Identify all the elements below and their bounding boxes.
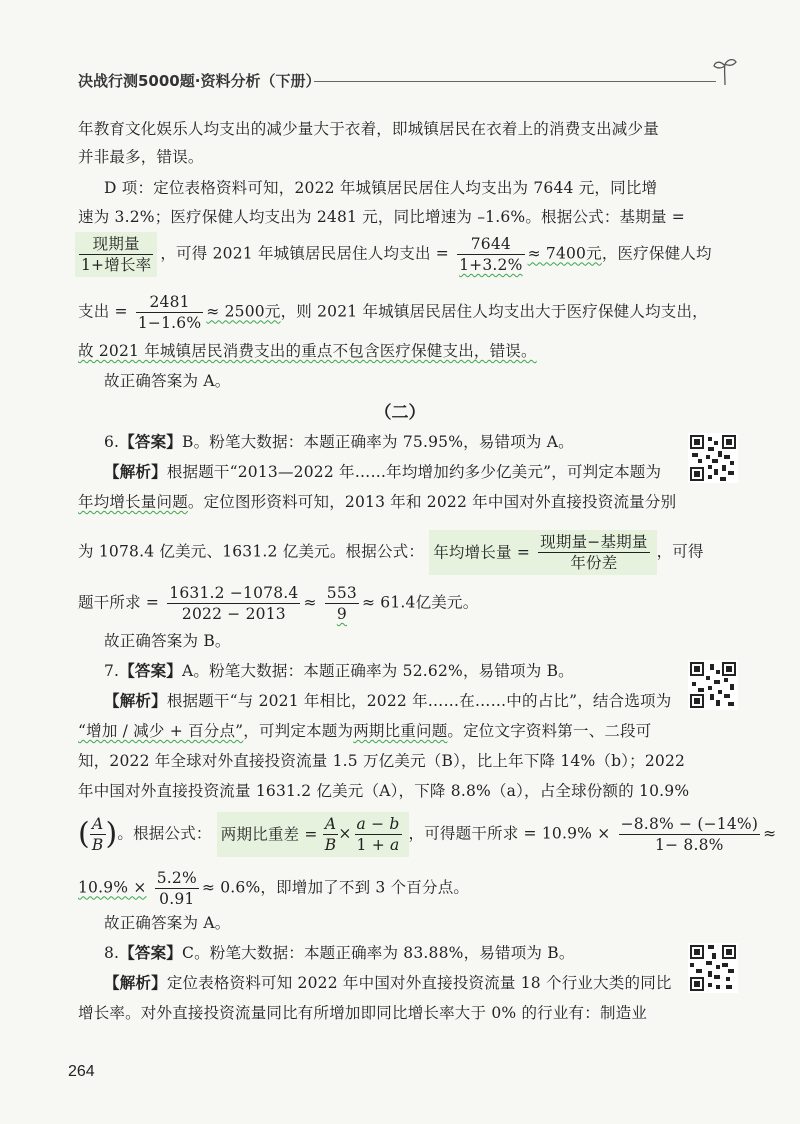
fraction: [538, 532, 649, 573]
answer-line: [104, 942, 575, 964]
fraction: [167, 583, 300, 624]
text-segment: ，医疗保健人均: [601, 244, 712, 263]
fraction-denominator: 2022 − 2013: [181, 605, 286, 623]
text-segment: ，可判定本题为: [243, 722, 354, 740]
text-line: [78, 720, 652, 742]
text-segment: 根据题干“与 2021 年相比，2022 年……在……中的占比”，结合选项为: [166, 692, 672, 710]
result-value: ≈ 7400元: [527, 244, 602, 263]
formula-line: [78, 232, 712, 277]
text-segment: 年均增长量问题: [78, 493, 188, 511]
formula-lhs: 两期比重差 =: [220, 825, 318, 844]
page-number: 264: [68, 1063, 95, 1080]
answer-line: 故正确答案为 A。: [104, 914, 231, 932]
fraction-numerator: 1631.2 −1078.4: [169, 584, 299, 602]
answer-line: 故正确答案为 B。: [104, 632, 231, 650]
fraction-numerator: −8.8% − (−14%): [620, 815, 759, 833]
answer-line: 故正确答案为 A。: [104, 372, 231, 390]
fraction: [325, 583, 359, 624]
fraction-numerator: 现期量−基期量: [540, 533, 648, 551]
answer-line: [104, 431, 574, 453]
fraction-denominator: 1− 8.8%: [655, 836, 724, 854]
fraction-denominator: 0.91: [159, 890, 195, 908]
analysis-line: [104, 690, 671, 712]
text-line: [78, 491, 676, 513]
formula-line: 题干所求 = $\frac{1631.2 -1078.4}{2022 - 2013}$ ≈ $\frac{553}{9}$ ≈ 61.4亿美元。: [78, 584, 479, 623]
answer-tag: 【答案】: [119, 943, 183, 962]
text-line: 年教育文化娱乐人均支出的减少量大于衣着，即城镇居民在衣着上的消费支出减少量: [78, 120, 659, 138]
text-segment: ，则 2021 年城镇居民居住人均支出大于医疗保健人均支出，: [280, 302, 708, 321]
fraction: $\frac{A}{B}$: [91, 815, 104, 854]
text-line: 增长率。对外直接投资流量同比有所增加即同比增长率大于 0% 的行业有：制造业: [78, 1004, 648, 1022]
text-segment: 。定位图形资料可知，2013 年和 2022 年中国对外直接投资流量分别: [187, 493, 677, 511]
text-line: [78, 340, 537, 362]
fraction: [136, 292, 203, 333]
formula-line: [78, 868, 469, 909]
text-segment: ，可得题干所求 = 10.9% ×: [408, 824, 611, 843]
qr-code-icon: [688, 660, 738, 710]
book-title: 决战行测5000题·资料分析（下册）: [78, 72, 321, 90]
leaf-icon: [712, 56, 738, 86]
qr-code[interactable]: [688, 660, 738, 710]
text-segment: 支出 =: [78, 302, 128, 321]
analysis-line: [104, 461, 661, 483]
fraction: [75, 232, 157, 277]
text-segment: ≈ 0.6%，即增加了不到 3 个百分点。: [201, 878, 470, 897]
fraction: [619, 814, 761, 855]
qr-code-icon: [688, 943, 738, 993]
text-segment: “增加 / 减少 + 百分点”: [78, 722, 244, 740]
fraction-denominator: 1−1.6%: [137, 314, 202, 332]
question-number: 7.: [104, 662, 120, 680]
text-segment: 题干所求 =: [78, 593, 160, 612]
formula-highlight: [429, 530, 656, 575]
text-line: 速为 3.2%；医疗保健人均支出为 2481 元，同比增速为 –1.6%。根据公式：基期量 =: [78, 208, 685, 226]
fraction-numerator: 553: [326, 584, 357, 602]
text-segment: ，可得 2021 年城镇居民居住人均支出 =: [160, 244, 449, 263]
text-line: 知，2022 年全球对外直接投资流量 1.5 万亿美元（B），比上年下降 14%（b）；2022: [78, 752, 686, 770]
fraction-denominator: 1+增长率: [81, 256, 152, 274]
running-header: [78, 70, 738, 94]
formula-line: ( $\frac{A}{B}$ )。根据公式： 两期比重差 = $\frac{A}{B}$ × $\frac{a - b}{1 + a}$ ，可得题干所求 = 10.9% × $\frac{-8.8\% - (-14\%)}{1- 8.8\%}$ ≈: [78, 812, 776, 857]
answer-tag: 【答案】: [119, 661, 183, 680]
result-value: ≈ 2500元: [206, 302, 281, 321]
section-heading: （二）: [374, 403, 426, 423]
text-line: 年中国对外直接投资流量 1631.2 亿美元（A），下降 8.8%（a），占全球份额的 10.9%: [78, 782, 690, 800]
formula-line: [78, 530, 704, 575]
fraction-denominator: 1+3.2%: [459, 256, 523, 274]
text-segment: 为 1078.4 亿美元、1631.2 亿美元。根据公式：: [78, 542, 425, 561]
answer-text: A。粉笔大数据：本题正确率为 52.62%，易错项为 B。: [182, 662, 574, 680]
text-segment: 故 2021 年城镇居民消费支出的重点不包含医疗保健支出，错误。: [78, 342, 537, 360]
fraction-denominator: 9: [336, 605, 347, 623]
result-value: ≈ 61.4亿美元。: [361, 593, 479, 612]
analysis-line: [104, 972, 672, 994]
fraction-denominator: 年份差: [570, 554, 618, 572]
text-segment: 。定位文字资料第一、二段可: [447, 722, 652, 740]
qr-code-icon: [688, 433, 738, 483]
analysis-tag: 【解析】: [104, 691, 167, 710]
qr-code[interactable]: [688, 433, 738, 483]
text-segment: 根据题干“2013—2022 年……年均增加约多少亿美元”，可判定本题为: [166, 463, 662, 481]
text-segment: 两期比重问题: [353, 722, 448, 740]
fraction-numerator: 5.2%: [156, 869, 197, 887]
header-rule: [314, 81, 716, 82]
answer-line: [104, 660, 574, 682]
answer-tag: 【答案】: [119, 432, 183, 451]
qr-code[interactable]: [688, 943, 738, 993]
fraction: [155, 868, 199, 909]
analysis-tag: 【解析】: [104, 462, 167, 481]
formula-highlight: 两期比重差 = $\frac{A}{B}$ × $\frac{a - b}{1 + a}$: [217, 812, 409, 857]
question-number: 8.: [104, 944, 120, 962]
analysis-tag: 【解析】: [104, 973, 167, 992]
text-line: 并非最多，错误。: [78, 148, 204, 166]
fraction: [457, 234, 524, 275]
formula-lhs: 年均增长量 =: [433, 543, 531, 562]
answer-text: B。粉笔大数据：本题正确率为 75.95%，易错项为 A。: [182, 433, 574, 451]
fraction-numerator: 7644: [457, 234, 524, 255]
answer-text: C。粉笔大数据：本题正确率为 83.88%，易错项为 B。: [182, 944, 575, 962]
formula-line: [78, 292, 708, 333]
text-segment: 定位表格资料可知 2022 年中国对外直接投资流量 18 个行业大类的同比: [166, 974, 672, 992]
question-number: 6.: [104, 433, 120, 451]
text-segment: ，可得: [656, 542, 704, 561]
text-line: D 项：定位表格资料可知，2022 年城镇居民居住人均支出为 7644 元，同比增: [104, 179, 658, 197]
text-segment: 。根据公式：: [117, 824, 212, 843]
fraction-numerator: 现期量: [79, 234, 153, 255]
text-segment: 10.9% ×: [78, 878, 147, 897]
fraction-numerator: 2481: [136, 292, 203, 313]
